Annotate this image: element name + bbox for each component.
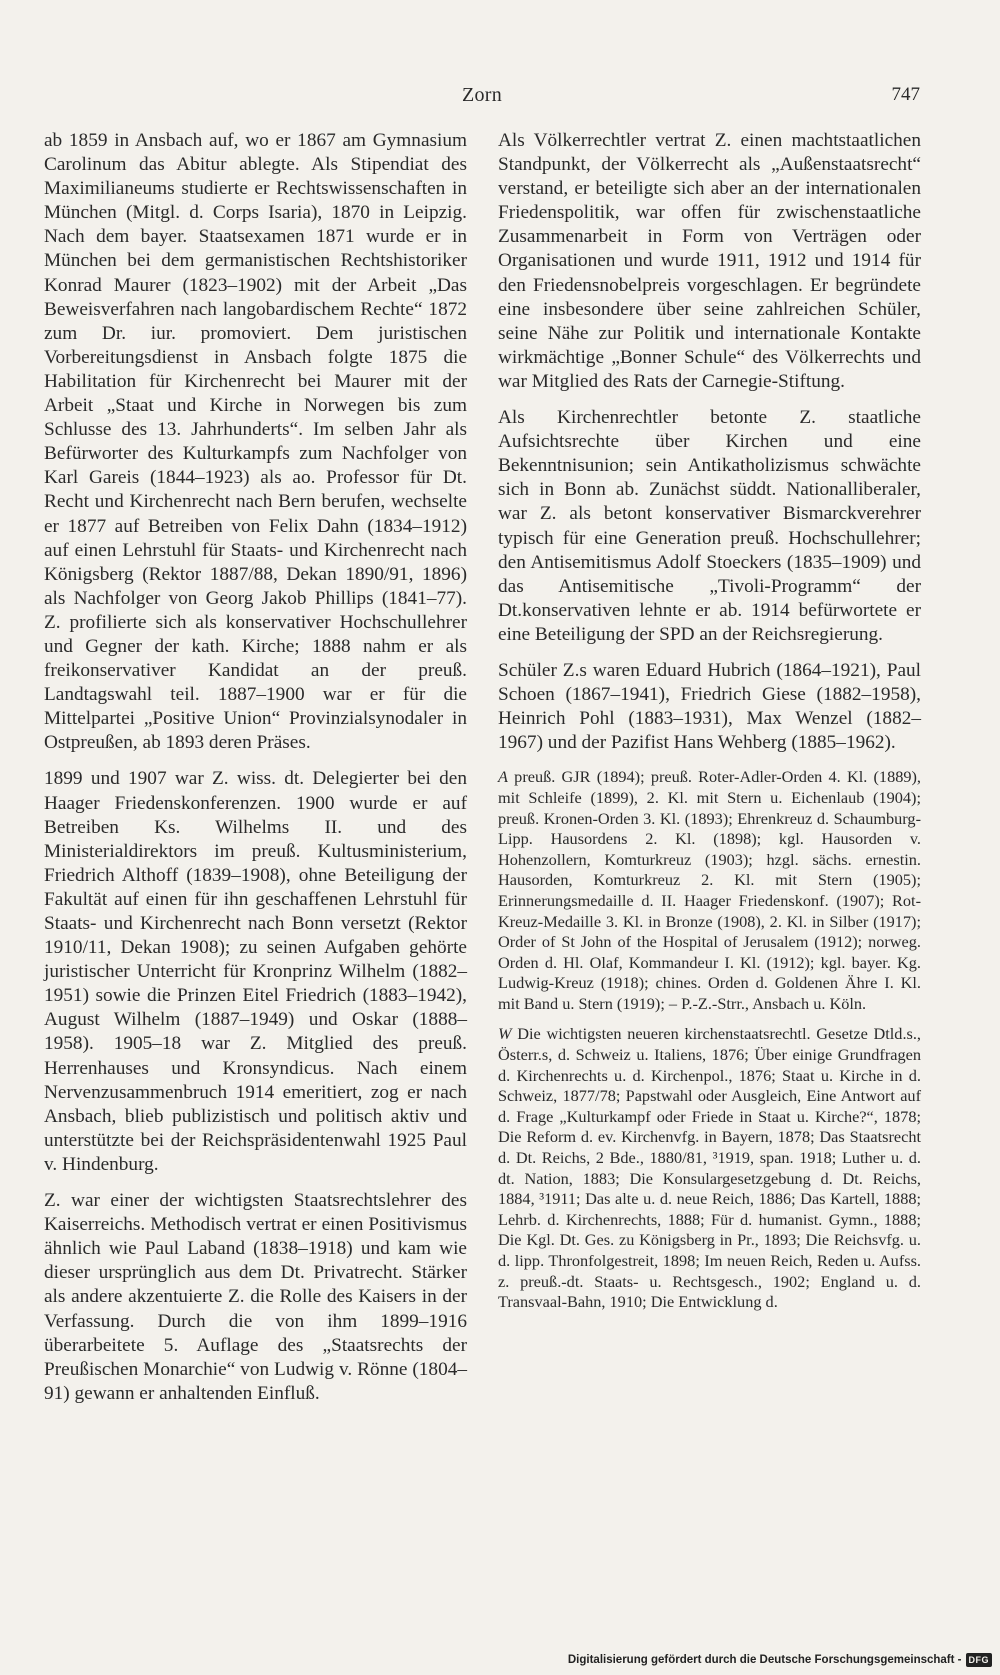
page-header — [44, 84, 920, 114]
footer-text: Digitalisierung gefördert durch die Deutsche Forschungsgemeinschaft - — [567, 1654, 962, 1666]
works-label: W — [498, 1024, 512, 1044]
paragraph: 1899 und 1907 war Z. wiss. dt. Delegierter bei den Haager Friedenskonferenzen. 1900 wurde er auf Betreiben Ks. Wilhelms II. und des Ministerialdirektors im preuß. Kultusministerium, Friedrich Althoff (1839–1908), ohne Beteiligung der Fakultät auf einen für ihn geschaffenen Lehrstuhl für Staats- und Kirchenrecht nach Bonn versetzt (Rektor 1910/11, Dekan 1908); zu seinen Aufgaben gehörte juristischer Unterricht für Kronprinz Wilhelm (1882–1951) sowie die Prinzen Eitel Friedrich (1883–1942), August Wilhelm (1887–1949) und Oskar (1888–1958). 1905–18 war Z. Mitglied des preuß. Herrenhauses und Kronsyndicus. Nach einem Nervenzusammenbruch 1914 emeritiert, zog er nach Ansbach, blieb publizistisch und politisch aktiv und unterstützte bei der Reichspräsidentenwahl 1925 Paul v. Hindenburg. — [44, 768, 467, 1175]
paragraph: Schüler Z.s waren Eduard Hubrich (1864–1921), Paul Schoen (1867–1941), Friedrich Giese (1882–1958), Heinrich Pohl (1883–1931), Max Wenzel (1882–1967) und der Pazifist Hans Wehberg (1885–1962). — [498, 659, 921, 754]
running-head: Zorn — [461, 84, 503, 106]
paragraph: Als Völkerrechtler vertrat Z. einen machtstaatlichen Standpunkt, der Völkerrecht als „Außenstaatsrecht“ verstand, er beteiligte sich aber an der internationalen Friedenspolitik, war offen für zwischenstaatliche Zusammenarbeit in Form von Verträgen oder Organisationen und wurde 1911, 1912 und 1914 für den Friedensnobelpreis vorgeschlagen. Er begründete eine insbesondere über seine zahlreichen Schüler, seine Nähe zur Politik und internationale Kontakte wirkmächtige „Bonner Schule“ des Völkerrechts und war Mitglied des Rats der Carnegie-Stiftung. — [498, 130, 921, 392]
paragraph: ab 1859 in Ansbach auf, wo er 1867 am Gymnasium Carolinum das Abitur ablegte. Als Stipendiat des Maximilianeums studierte er Rechtswissenschaften in München (Mitgl. d. Corps Isaria), 1870 in Leipzig. Nach dem bayer. Staatsexamen 1871 wurde er in München bei dem germanistischen Rechtshistoriker Konrad Maurer (1823–1902) mit der Arbeit „Das Beweisverfahren nach langobardischem Rechte“ 1872 zum Dr. iur. promoviert. Dem juristischen Vorbereitungsdienst in Ansbach folgte 1875 die Habilitation für Kirchenrecht bei Maurer mit der Arbeit „Staat und Kirche in Norwegen bis zum Schlusse des 13. Jahrhunderts“. Im selben Jahr als Befürworter des Kulturkampfs zum Nachfolger von Karl Gareis (1844–1923) als ao. Professor für Dt. Recht und Kirchenrecht nach Bern berufen, wechselte er 1877 auf Betreiben von Felix Dahn (1834–1912) auf einen Lehrstuhl für Staats- und Kirchenrecht nach Königsberg (Rektor 1887/88, Dekan 1890/91, 1896) als Nachfolger von Georg Jakob Phillips (1841–77). Z. profilierte sich als konservativer Hochschullehrer und Gegner der kath. Kirche; 1888 nahm er als freikonservativer Kandidat an der preuß. Landtagswahl teil. 1887–1900 war er für die Mittelpartei „Positive Union“ Provinzialsynodaler in Ostpreußen, ab 1893 deren Präses. — [44, 130, 467, 754]
page-number: 747 — [891, 84, 920, 105]
awards-text: preuß. GJR (1894); preuß. Roter-Adler-Orden 4. Kl. (1889), mit Schleife (1899), 2. Kl. mit Stern u. Eichenlaub (1904); preuß. Kronen-Orden 3. Kl. (1893); Ehrenkreuz d. Schaumburg-Lipp. Hausordens 2. Kl. (1898); kgl. Hausorden v. Hohenzollern, Komturkreuz (1903); hzgl. sächs. ernestin. Hausorden, Komturkreuz 2. Kl. mit Stern (1905); Erinnerungsmedaille d. II. Haager Friedenskonf. (1907); Rot-Kreuz-Medaille 3. Kl. in Bronze (1908), 2. Kl. in Silber (1917); Order of St John of the Hospital of Jerusalem (1912); norweg. Orden d. Hl. Olaf, Kommandeur I. Kl. (1912); kgl. bayer. Kg. Ludwig-Kreuz (1918); chines. Orden d. Goldenen Ähre I. Kl. mit Band u. Stern (1919); – P.-Z.-Strr., Ansbach u. Köln. — [498, 767, 921, 1013]
paragraph: Als Kirchenrechtler betonte Z. staatliche Aufsichtsrechte über Kirchen und eine Bekenntnisunion; sein Antikatholizismus schwächte sich in Bonn ab. Zunächst süddt. Nationalliberaler, war Z. als betont konservativer Bismarckverehrer typisch für eine Generation preuß. Hochschullehrer; den Antisemitismus Adolf Stoeckers (1835–1909) und das Antisemitische „Tivoli-Programm“ der Dt.konservativen lehnte er ab. 1914 befürwortete er eine Beteiligung der SPD an der Reichsregierung. — [498, 407, 921, 645]
digitization-footer — [568, 1653, 992, 1667]
paragraph: Z. war einer der wichtigsten Staatsrechtslehrer des Kaiserreichs. Methodisch vertrat er einen Positivismus ähnlich wie Paul Laband (1838–1918) und kam wie dieser ursprünglich aus dem Dt. Privatrecht. Stärker als andere akzentuierte Z. die Rolle des Kaisers in der Verfassung. Durch die von ihm 1899–1916 überarbeitete 5. Auflage des „Staatsrechts der Preußischen Monarchie“ von Ludwig v. Rönne (1804–91) gewann er anhaltenden Einfluß. — [44, 1190, 467, 1404]
works-text: Die wichtigsten neueren kirchenstaatsrechtl. Gesetze Dtld.s., Österr.s, d. Schweiz u. Italiens, 1876; Über einige Grundfragen d. Kirchenrechts u. d. Kirchenpol., 1876; Staat u. Kirche in d. Schweiz, 1877/78; Papstwahl oder Ausgleich, Eine Antwort auf d. Frage „Kulturkampf oder Friede in Staat u. Kirche?“, 1878; Die Reform d. ev. Kirchenvfg. in Bayern, 1878; Das Staatsrecht d. Dt. Reichs, 2 Bde., 1880/81, ³1919, span. 1918; Luther u. d. dt. Nation, 1883; Die Konsulargesetzgebung d. Dt. Reichs, 1884, ³1911; Das alte u. d. neue Reich, 1886; Das Kartell, 1888; Lehrb. d. Kirchenrechts, 1888; Für d. humanist. Gymn., 1888; Die Kgl. Dt. Ges. zu Königsberg in Pr., 1893; Die Reichsvfg. u. d. lipp. Thronfolgestreit, 1898; Im neuen Reich, Reden u. Aufss. z. preuß.-dt. Staats- u. Rechtsgesch., 1902; England u. d. Transvaal-Bahn, 1910; Die Entwicklung d. — [498, 1024, 921, 1312]
left-column — [44, 129, 467, 1418]
right-column — [498, 129, 921, 1323]
awards-label: A — [498, 767, 508, 787]
awards-section — [498, 767, 921, 1014]
works-section — [498, 1024, 921, 1312]
dfg-logo: DFG — [966, 1653, 993, 1667]
